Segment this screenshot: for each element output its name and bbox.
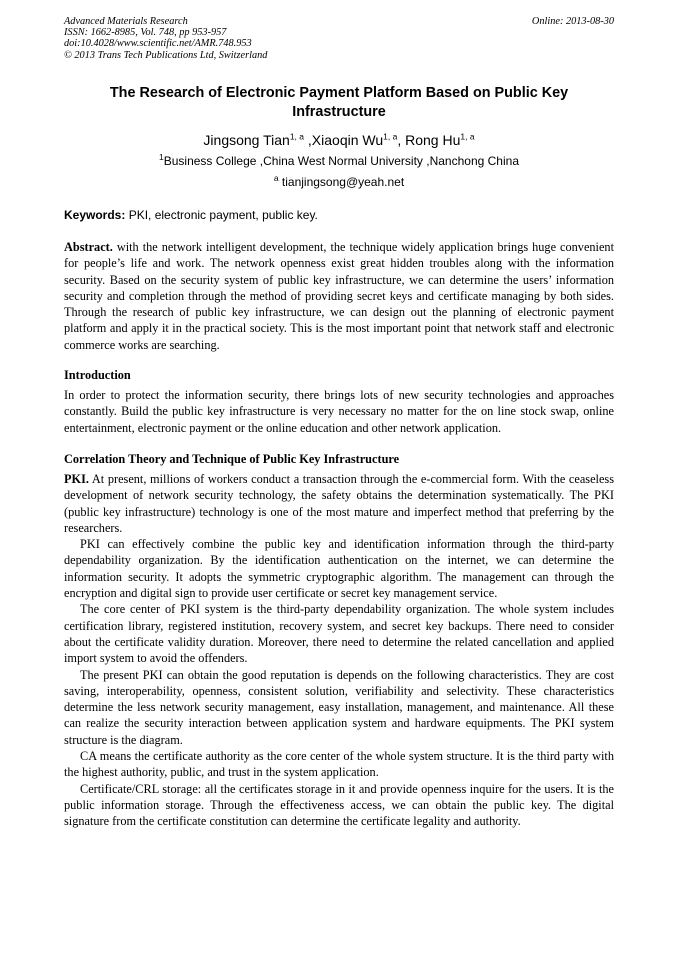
email-address[interactable]: tianjingsong@yeah.net (278, 175, 405, 189)
journal-doi: doi:10.4028/www.scientific.net/AMR.748.953 (64, 38, 252, 50)
author-separator: , (397, 132, 406, 148)
section-introduction (64, 367, 614, 436)
author-list (64, 131, 614, 149)
paragraph (64, 471, 614, 536)
keywords-text: PKI, electronic payment, public key. (125, 208, 318, 222)
journal-name: Advanced Materials Research (64, 16, 188, 27)
journal-issn: ISSN: 1662-8985, Vol. 748, pp 953-957 (64, 27, 227, 39)
email-sup: a (273, 173, 279, 183)
paragraph: CA means the certificate authority as the core center of the whole system structure. It is the third party with the highest authority, public, and trust in the system application. (64, 749, 614, 780)
section-heading: Correlation Theory and Technique of Public Key Infrastructure (64, 451, 400, 466)
paper-title: The Research of Electronic Payment Platform Based on Public Key Infrastructure (109, 85, 569, 120)
paper-page (64, 16, 614, 830)
abstract-label: Abstract. (64, 240, 113, 254)
journal-info (64, 16, 267, 61)
online-date: Online: 2013-08-30 (531, 16, 614, 27)
journal-header (64, 16, 614, 64)
affiliation (64, 153, 614, 169)
author-sup: 1, a (289, 131, 305, 142)
keywords-label: Keywords: (64, 208, 126, 222)
author-sup: 1, a (383, 131, 398, 142)
paragraph: PKI can effectively combine the public key and identification information through the third-party dependability organization. By the identification authentication on the internet, we can determine the information security. It adopts the symmetric cryptographic algorithm. The management can through the encryption and digital sign to provide user certificate or secret key management service. (64, 537, 614, 601)
paragraph: In order to protect the information security, there brings lots of new security technologies and approaches constantly. Build the public key infrastructure is very necessary no matter for the on line stock swap, online entertainment, electronic payment or the online education and other network application. (64, 388, 614, 435)
section-correlation (64, 451, 614, 830)
author-sup: 1, a (460, 131, 475, 142)
affiliation-text: Business College ,China West Normal University ,Nanchong China (163, 154, 519, 168)
paragraph-text: At present, millions of workers conduct a transaction through the e-commercial form. With the ceaseless development of network security technology, the safety obtains the determination systematically. The PKI (public key infrastructure) technology is one of the most mature and imperfect method that preferring by the researchers. (64, 471, 614, 535)
email (64, 174, 614, 190)
abstract-text: with the network intelligent development, the technique widely application brings huge convenient for people’s life and work. The network openness exist great hidden troubles along with the information security. Based on the security system of public key infrastructure, we can determine the users’ information security and completion through the method of providing secret keys and certificate managing by both sides. Through the research of public key infrastructure, we can design out the planning of electronic payment platform and apply it in the practical society. This is the most important point that network staff and electronic commerce works are searching. (64, 240, 614, 352)
paragraph: Certificate/CRL storage: all the certificates storage in it and provide openness inquire for the users. It is the public information storage. Through the effectiveness access, we can obtain the public key. The digital signature from the certificate constitution can determine the certificate legality and authority. (64, 781, 614, 829)
abstract (64, 239, 614, 353)
pki-lead: PKI. (64, 471, 89, 486)
journal-copyright: © 2013 Trans Tech Publications Ltd, Switzerland (64, 49, 268, 61)
author-separator: , (304, 132, 312, 148)
paragraph: The present PKI can obtain the good reputation is depends on the following characteristics. They are cost saving, interoperability, openness, consistent solution, verifiability and selectivity. These characteristics determine the less network security management, easy installation, management, and maintenance. All these can realize the security interaction between application system and hardware equipments. The PKI system structure is the diagram. (64, 667, 614, 747)
author-name: Jingsong Tian (203, 132, 290, 148)
paragraph: The core center of PKI system is the third-party dependability organization. The whole system includes certification library, registered institution, recovery system, and secret key backups. There need to consider about the certificate validity duration. Moreover, there need to determine the related cancellation and applied import system to avoid the offenders. (64, 602, 614, 666)
section-heading: Introduction (64, 368, 131, 383)
author-name: Xiaoqin Wu (311, 132, 384, 148)
affiliation-sup: 1 (158, 152, 164, 162)
keywords (64, 207, 614, 223)
author-name: Rong Hu (405, 132, 461, 148)
